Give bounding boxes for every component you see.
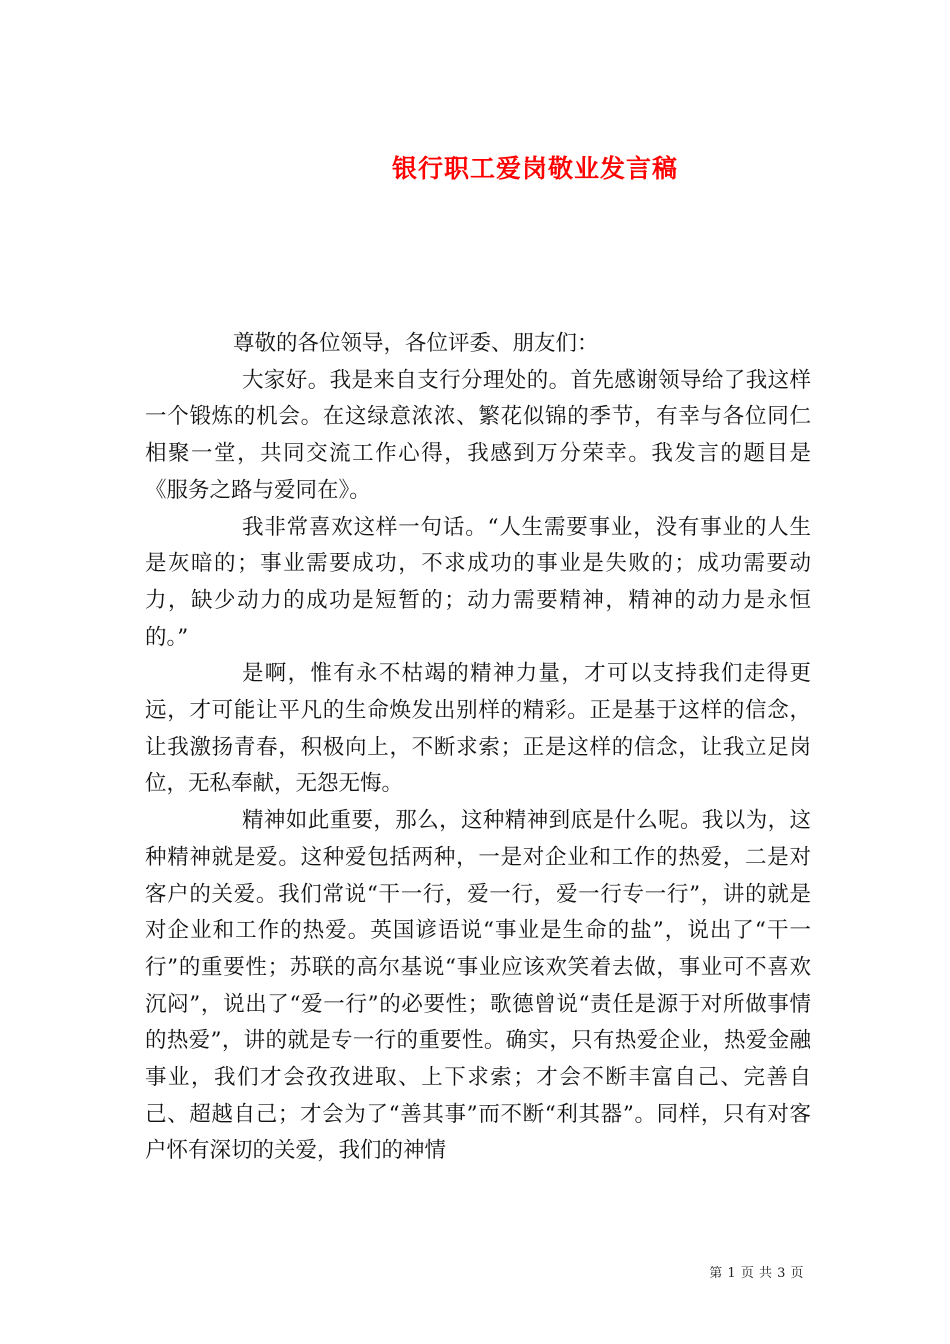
paragraph-4: 精神如此重要，那么，这种精神到底是什么呢。我以为，这种精神就是爱。这种爱包括两种，一是对企业和工作的热爱，二是对客户的关爱。我们常说“干一行，爱一行，爱一行专一行”，讲的就是对企业和工作的热爱。英国谚语说“事业是生命的盐”，说出了“干一行”的重要性；苏联的高尔基说“事业应该欢笑着去做，事业可不喜欢沉闷”，说出了“爱一行”的必要性；歌德曾说“责任是源于对所做事情的热爱”，讲的就是专一行的重要性。确实，只有热爱企业，热爱金融事业，我们才会孜孜进取、上下求索；才会不断丰富自己、完善自己、超越自己；才会为了“善其事”而不断“利其器”。同样，只有对客户怀有深切的关爱，我们的神情 — [145, 808, 811, 1164]
document-title: 银行职工爱岗敬业发言稿 — [391, 153, 678, 183]
salutation: 尊敬的各位领导，各位评委、朋友们： — [233, 331, 599, 356]
paragraph-1: 大家好。我是来自支行分理处的。首先感谢领导给了我这样一个锻炼的机会。在这绿意浓浓、繁花似锦的季节，有幸与各位同仁相聚一堂，共同交流工作心得，我感到万分荣幸。我发言的题目是《服务之路与爱同在》。 — [145, 367, 811, 503]
page-number-footer: 第 1 页 共 3 页 — [709, 1266, 804, 1281]
document-body — [145, 326, 811, 1170]
paragraph-3: 是啊，惟有永不枯竭的精神力量，才可以支持我们走得更远，才可能让平凡的生命焕发出别样的精彩。正是基于这样的信念，让我激扬青春，积极向上，不断求索；正是这样的信念，让我立足岗位，无私奉献，无怨无悔。 — [145, 661, 811, 797]
paragraph-2: 我非常喜欢这样一句话。“人生需要事业，没有事业的人生是灰暗的；事业需要成功，不求成功的事业是失败的；成功需要动力，缺少动力的成功是短暂的；动力需要精神，精神的动力是永恒的。” — [145, 514, 811, 650]
